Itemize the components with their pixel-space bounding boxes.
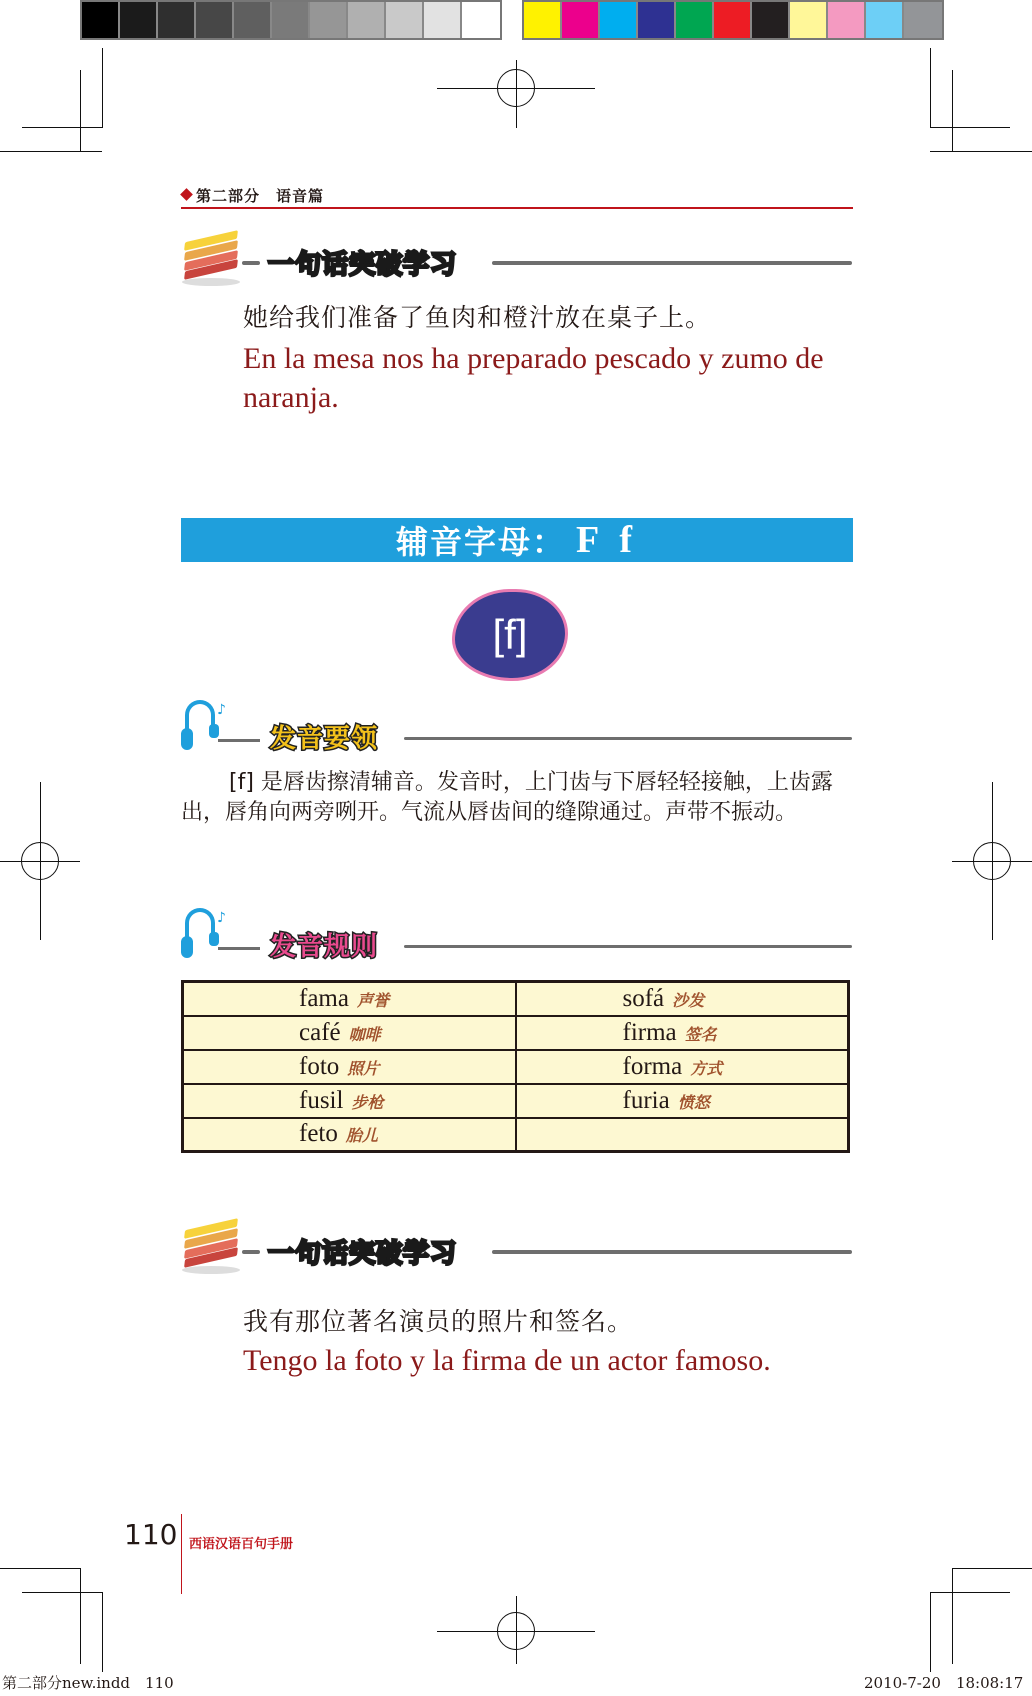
swatch [790,2,828,38]
swatch [600,2,638,38]
slug-file: 第二部分new.indd 110 [2,1674,174,1692]
crop-mark [930,1592,1010,1593]
crop-mark [952,1568,1032,1569]
translation: 方式 [690,1058,723,1078]
spanish-sentence: En la mesa nos ha preparado pescado y zumo de naranja. [243,342,824,414]
word: fusil [299,1086,344,1114]
swatch [196,2,234,38]
swatch [386,2,424,38]
swatch [310,2,348,38]
table-row [183,1118,849,1152]
swatch [562,2,600,38]
consonant-label: 辅音字母： [396,523,567,561]
section-title: 一句话突破学习 [268,250,458,280]
books-icon [180,228,242,286]
header-diamond-icon [180,188,193,201]
registration-target [497,69,535,107]
crop-mark [22,127,102,128]
consonant-banner [181,518,853,562]
book-title: 西语汉语百句手册 [189,1537,294,1552]
word: furia [622,1086,670,1114]
crop-mark [80,1568,81,1664]
section-dash [242,261,260,265]
section-title: 发音规则 [270,932,379,962]
word: foto [299,1052,340,1080]
swatch [676,2,714,38]
swatch [866,2,904,38]
translation: 愤怒 [677,1092,710,1112]
headphones-icon: ♪ [181,698,229,754]
swatch [462,2,500,38]
crop-mark [952,70,953,152]
phoneme-badge [452,589,568,681]
word: forma [622,1052,683,1080]
word: fama [299,984,349,1012]
table-row [183,1084,849,1118]
headphones-icon: ♪ [181,906,229,962]
chinese-sentence: 她给我们准备了鱼肉和橙汁放在桌子上。 [243,303,712,332]
grayscale-bar [80,0,502,40]
swatch [120,2,158,38]
section-rule [492,1250,852,1254]
table-row [183,1050,849,1084]
translation: 沙发 [672,990,705,1010]
page-number: 110 [124,1518,178,1551]
header-rule [181,207,853,209]
crop-mark [80,70,81,152]
swatch [272,2,310,38]
pronunciation-text: [f] 是唇齿擦清辅音。发音时，上门齿与下唇轻轻接触，上齿露出，唇角向两旁咧开。气流从唇齿间的缝隙通过。声带不振动。 [181,770,833,825]
word: firma [622,1018,677,1046]
slug-date: 2010-7-20 18:08:17 [864,1674,1024,1692]
crop-mark [102,48,103,128]
spanish-sentence: Tengo la foto y la firma de un actor famoso. [243,1344,771,1377]
section-rule [492,261,852,265]
crop-mark [22,1592,102,1593]
section-title: 发音要领 [270,724,379,754]
swatch [752,2,790,38]
translation: 签名 [684,1024,717,1044]
section-dash [218,739,260,742]
section-header: 第二部分 语音篇 [196,187,325,205]
crop-mark [0,151,102,152]
books-icon [180,1216,242,1274]
swatch [714,2,752,38]
table-row [183,982,849,1016]
translation: 咖啡 [348,1024,381,1044]
registration-target [497,1612,535,1650]
section-rule [404,945,852,948]
section-dash [242,1250,260,1254]
swatch [158,2,196,38]
translation: 胎儿 [345,1126,378,1146]
chinese-sentence: 我有那位著名演员的照片和签名。 [243,1307,634,1336]
word: café [299,1018,341,1046]
crop-mark [102,1592,103,1672]
translation: 步枪 [351,1092,384,1112]
crop-mark [930,151,1032,152]
crop-mark [930,127,1010,128]
crop-mark [0,1568,80,1569]
swatch [904,2,942,38]
crop-mark [930,1592,931,1672]
swatch [524,2,562,38]
swatch [638,2,676,38]
consonant-letters: F f [576,519,638,561]
registration-target [21,842,59,880]
swatch [82,2,120,38]
registration-target [973,842,1011,880]
swatch [424,2,462,38]
word: feto [299,1120,338,1148]
translation: 照片 [347,1058,380,1078]
section-dash [218,947,260,950]
table-row [183,1016,849,1050]
translation: 声誉 [356,990,389,1010]
phoneme-symbol: [f] [492,611,528,658]
crop-mark [952,1568,953,1664]
word: sofá [622,984,665,1012]
swatch [348,2,386,38]
footer-rule [181,1514,182,1594]
section-title: 一句话突破学习 [268,1239,458,1269]
swatch [234,2,272,38]
swatch [828,2,866,38]
color-bar [522,0,944,40]
word-table [181,980,850,1153]
crop-mark [930,48,931,128]
section-rule [404,737,852,740]
